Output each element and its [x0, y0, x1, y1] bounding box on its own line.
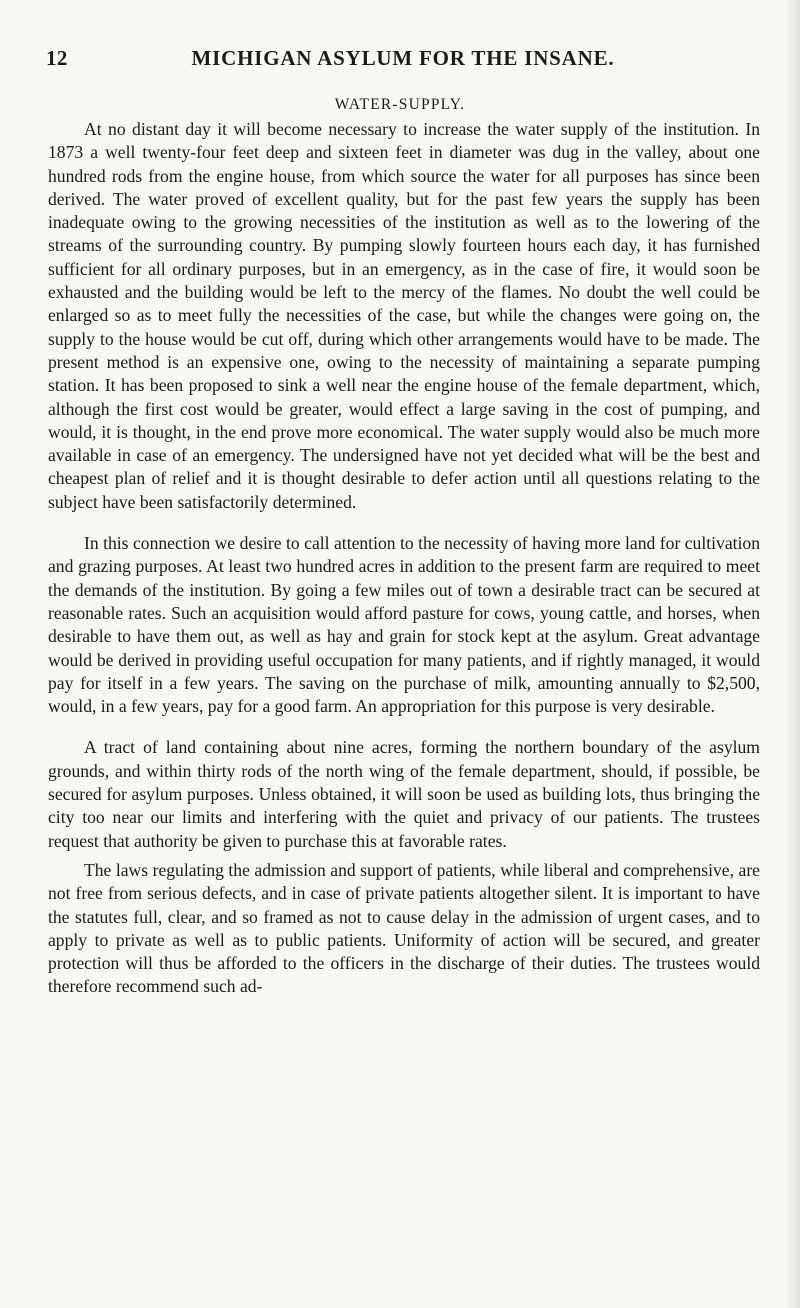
section-heading: WATER-SUPPLY.	[334, 96, 466, 113]
paragraph-water-supply: At no distant day it will become necessary to increase the water supply of the institution. In 1873 a well twenty-four feet deep and sixteen feet in diameter was dug in the valley, about one hundred rods from the engine house, from which source the water for all purposes has since been derived. The water proved of excellent quality, but for the past few years the supply has been inadequate owing to the growing necessities of the institution as well as to the lowering of the streams of the surrounding country. By pumping slowly fourteen hours each day, it has furnished sufficient for all ordinary purposes, but in an emergency, as in the case of fire, it would soon be exhausted and the building would be left to the mercy of the flames. No doubt the well could be enlarged so as to meet fully the necessities of the case, but while the changes were going on, the supply to the house would be cut off, during which other arrangements would have to be made. The present method is an expensive one, owing to the necessity of maintaining a separate pumping station. It has been proposed to sink a well near the engine house of the female department, which, although the first cost would be greater, would effect a large saving in the cost of pumping, and would, it is thought, in the end prove more economical. The water supply would also be much more available in case of an emergency. The undersigned have not yet decided what will be the best and cheapest plan of relief and it is thought desirable to defer action until all questions relating to the subject have been satisfactorily determined.	[48, 119, 760, 512]
running-head: MICHIGAN ASYLUM FOR THE INSANE.	[191, 46, 615, 70]
page-number: 12	[46, 46, 68, 70]
paragraph-northern-tract: A tract of land containing about nine acres, forming the northern boundary of the asylum grounds, and within thirty rods of the north wing of the female department, should, if possible, be secured for asylum purposes. Unless obtained, it will soon be used as building lots, thus bringing the city too near our limits and interfering with the quiet and privacy of our patients. The trustees request that authority be given to purchase this at favorable rates.	[48, 737, 760, 851]
body-text	[48, 118, 760, 999]
page-header	[46, 46, 760, 74]
paragraph-land-cultivation: In this connection we desire to call attention to the necessity of having more land for cultivation and grazing purposes. At least two hundred acres in addition to the present farm are required to meet the demands of the institution. By going a few miles out of town a desirable tract can be secured at reasonable rates. Such an acquisition would afford pasture for cows, young cattle, and horses, when desirable to have them out, as well as hay and grain for stock kept at the asylum. Great advantage would be derived in providing useful occupation for many patients, and if rightly managed, it would pay for itself in a few years. The saving on the purchase of milk, amounting annually to $2,500, would, in a few years, pay for a good farm. An appropriation for this purpose is very desirable.	[48, 533, 760, 717]
paragraph-admission-laws: The laws regulating the admission and support of patients, while liberal and comprehensive, are not free from serious defects, and in case of private patients altogether silent. It is important to have the statutes full, clear, and so framed as not to cause delay in the admission of urgent cases, and to apply to private as well as to public patients. Uniformity of action will be secured, and greater protection will thus be afforded to the officers in the discharge of their duties. The trustees would therefore recommend such ad-	[48, 859, 760, 997]
page-edge-shadow	[786, 0, 800, 1308]
